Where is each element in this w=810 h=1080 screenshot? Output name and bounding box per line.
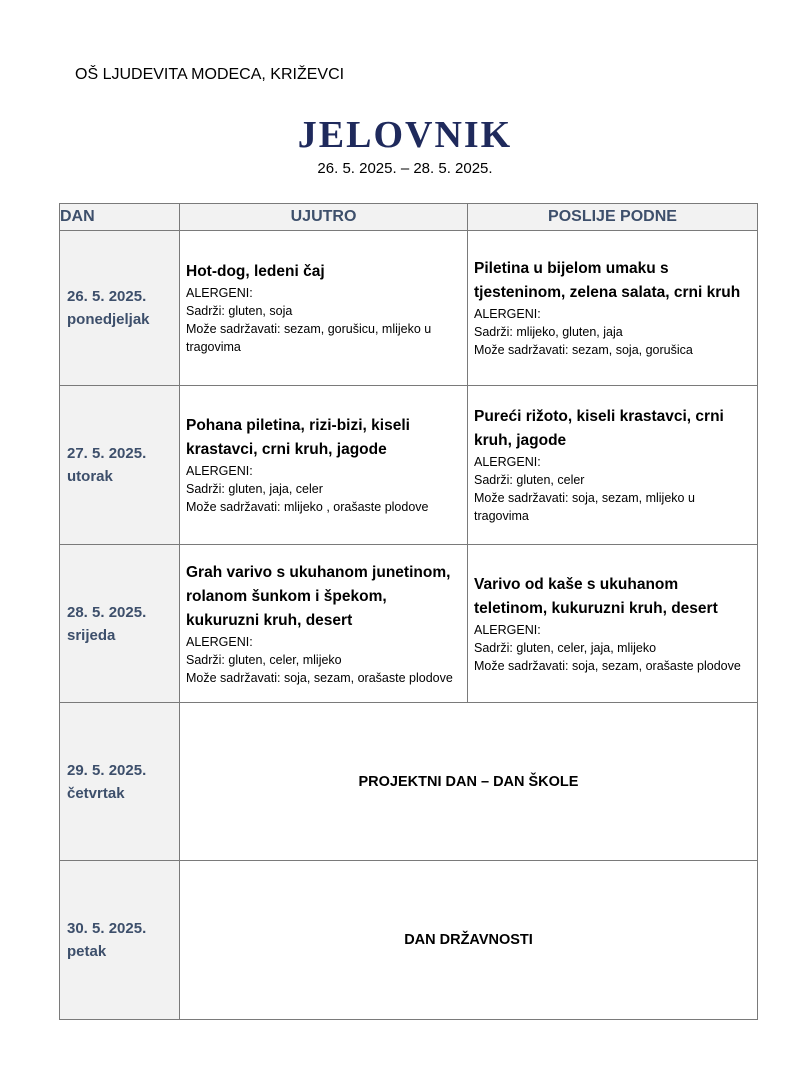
allergens-may-contain: Može sadržavati: mlijeko , orašaste plodove <box>186 500 429 514</box>
day-cell <box>60 231 180 386</box>
day-weekday: četvrtak <box>67 784 125 802</box>
day-weekday: petak <box>67 943 107 960</box>
allergens-contains: Sadrži: gluten, celer, mlijeko <box>186 652 342 667</box>
school-name: OŠ LJUDEVITA MODECA, KRIŽEVCI <box>75 66 345 83</box>
allergens-label: ALERGENI: <box>186 286 253 300</box>
table-row <box>60 386 758 545</box>
day-date: 26. 5. 2025. <box>67 288 147 305</box>
allergens-may-contain: Može sadržavati: sezam, gorušicu, mlijeko u tragovima <box>186 322 432 354</box>
column-header-day: DAN <box>60 204 180 231</box>
morning-meal-cell <box>180 231 468 386</box>
day-date: 27. 5. 2025. <box>67 445 147 462</box>
morning-meal-cell <box>180 545 468 703</box>
allergens-contains: Sadrži: gluten, jaja, celer <box>186 482 323 496</box>
table-row <box>60 231 758 386</box>
dish-name: Pohana piletina, rizi-bizi, kiseli krastavci, crni kruh, jagode <box>186 417 410 458</box>
column-header-morning: UJUTRO <box>180 204 468 231</box>
morning-meal-cell <box>180 386 468 545</box>
special-day-note: DAN DRŽAVNOSTI <box>180 861 758 1020</box>
column-header-afternoon: POSLIJE PODNE <box>468 204 758 231</box>
allergens-label: ALERGENI: <box>474 307 541 321</box>
allergens-may-contain: Može sadržavati: soja, sezam, orašaste plodove <box>186 670 453 685</box>
dish-name: Hot-dog, ledeni čaj <box>186 263 325 280</box>
allergens-label: ALERGENI: <box>186 464 253 478</box>
afternoon-meal-cell <box>468 545 758 703</box>
date-range: 26. 5. 2025. – 28. 5. 2025. <box>317 160 493 177</box>
menu-table <box>59 203 758 1020</box>
special-day-note: PROJEKTNI DAN – DAN ŠKOLE <box>180 703 758 861</box>
table-row <box>60 861 758 1020</box>
table-row <box>60 703 758 861</box>
day-weekday: ponedjeljak <box>67 311 150 328</box>
allergens-contains: Sadrži: gluten, celer, jaja, mlijeko <box>474 640 657 655</box>
allergens-may-contain: Može sadržavati: soja, sezam, mlijeko u tragovima <box>474 491 695 523</box>
day-weekday: srijeda <box>67 626 116 644</box>
afternoon-meal-cell <box>468 386 758 545</box>
day-cell <box>60 386 180 545</box>
allergens-may-contain: Može sadržavati: soja, sezam, orašaste plodove <box>474 658 741 673</box>
day-cell <box>60 545 180 703</box>
day-weekday: utorak <box>67 468 113 485</box>
day-cell <box>60 861 180 1020</box>
allergens-label: ALERGENI: <box>186 634 253 649</box>
allergens-may-contain: Može sadržavati: sezam, soja, gorušica <box>474 343 693 357</box>
day-date: 28. 5. 2025. <box>67 603 147 621</box>
page-title: JELOVNIK <box>297 114 513 156</box>
afternoon-meal-cell <box>468 231 758 386</box>
dish-name: Piletina u bijelom umaku s tjesteninom, zelena salata, crni kruh <box>474 260 741 301</box>
allergens-contains: Sadrži: mlijeko, gluten, jaja <box>474 325 623 339</box>
allergens-contains: Sadrži: gluten, soja <box>186 304 293 318</box>
allergens-label: ALERGENI: <box>474 455 541 469</box>
day-date: 29. 5. 2025. <box>67 761 147 779</box>
dish-name: Pureći rižoto, kiseli krastavci, crni kruh, jagode <box>474 408 724 449</box>
dish-name: Varivo od kaše s ukuhanom teletinom, kukuruzni kruh, desert <box>474 575 718 617</box>
table-row <box>60 545 758 703</box>
allergens-contains: Sadrži: gluten, celer <box>474 473 585 487</box>
dish-name: Grah varivo s ukuhanom junetinom, rolanom šunkom i špekom, kukuruzni kruh, desert <box>186 563 451 629</box>
allergens-label: ALERGENI: <box>474 622 541 637</box>
day-date: 30. 5. 2025. <box>67 920 147 937</box>
day-cell <box>60 703 180 861</box>
table-header-row <box>60 204 758 231</box>
